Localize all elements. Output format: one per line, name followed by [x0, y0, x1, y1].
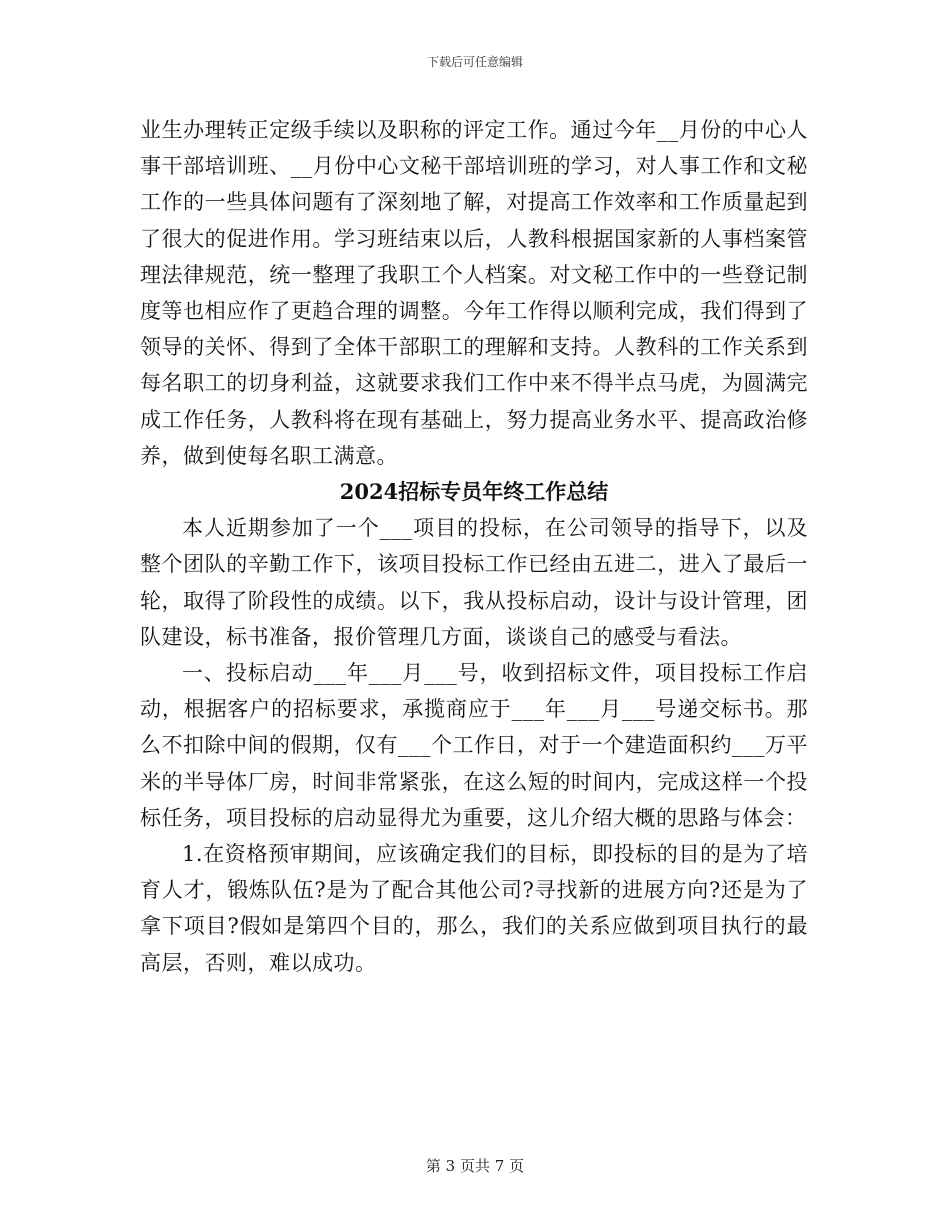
document-body — [140, 112, 808, 981]
page-header: 下载后可任意编辑 — [426, 55, 523, 69]
section-title: 2024招标专员年终工作总结 — [339, 479, 609, 505]
paragraph-continued: 业生办理转正定级手续以及职称的评定工作。通过今年__月份的中心人事干部培训班、__月份中心文秘干部培训班的学习，对人事工作和文秘工作的一些具体问题有了深刻地了解，对提高工作效率和工作质量起到了很大的促进作用。学习班结束以后，人教科根据国家新的人事档案管理法律规范，统一整理了我职工个人档案。对文秘工作中的一些登记制度等也相应作了更趋合理的调整。今年工作得以顺利完成，我们得到了领导的关怀、得到了全体干部职工的理解和支持。人教科的工作关系到每名职工的切身利益，这就要求我们工作中来不得半点马虎，为圆满完成工作任务，人教科将在现有基础上，努力提高业务水平、提高政治修养，做到使每名职工满意。 — [140, 118, 808, 468]
paragraph-intro: 本人近期参加了一个___项目的投标，在公司领导的指导下，以及整个团队的辛勤工作下，该项目投标工作已经由五进二，进入了最后一轮，取得了阶段性的成绩。以下，我从投标启动，设计与设计管理，团队建设，标书准备，报价管理几方面，谈谈自己的感受与看法。 — [140, 516, 808, 649]
paragraph-bid-start: 一、投标启动___年___月___号，收到招标文件，项目投标工作启动，根据客户的招标要求，承揽商应于___年___月___号递交标书。那么不扣除中间的假期，仅有___个工作日，对于一个建造面积约___万平米的半导体厂房，时间非常紧张，在这么短的时间内，完成这样一个投标任务，项目投标的启动显得尤为重要，这儿介绍大概的思路与体会： — [140, 661, 808, 830]
page-footer: 第 3 页共 7 页 — [425, 1157, 525, 1175]
paragraph-point-1: 1.在资格预审期间，应该确定我们的目标，即投标的目的是为了培育人才，锻炼队伍?是为了配合其他公司?寻找新的进展方向?还是为了拿下项目?假如是第四个目的，那么，我们的关系应做到项目执行的最高层，否则，难以成功。 — [140, 842, 808, 975]
